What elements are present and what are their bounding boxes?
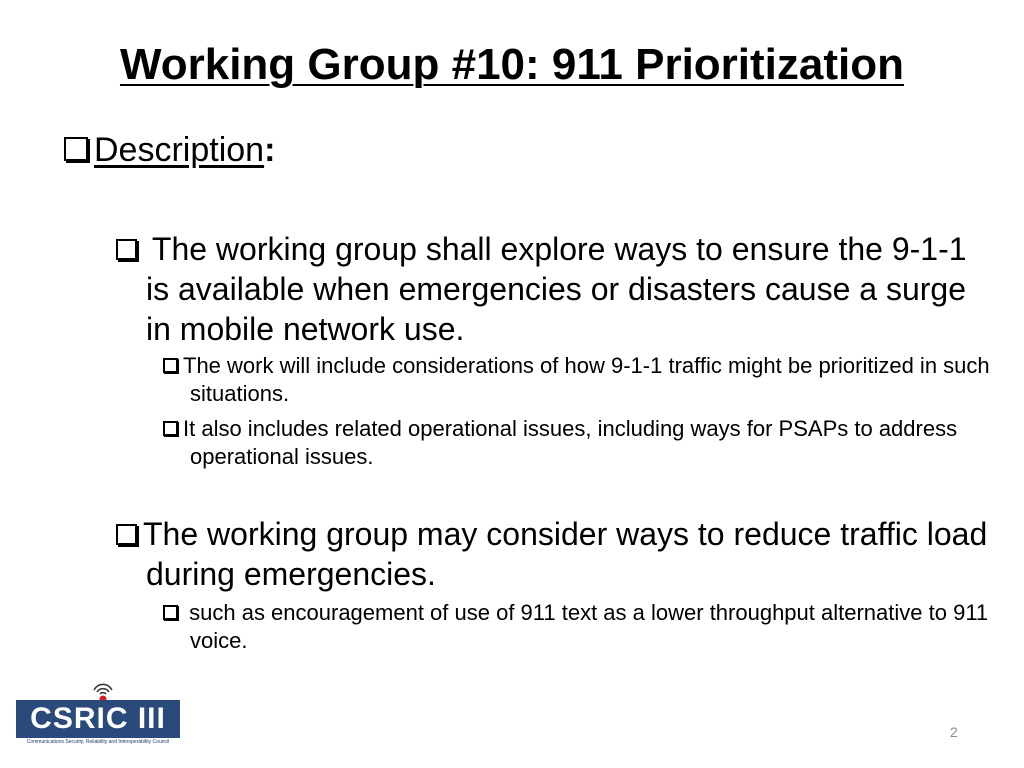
checkbox-bullet-icon <box>116 524 137 545</box>
bullet-text: The working group shall explore ways to ensure the 9-1-1 is available when emergencies or disasters cause a surge in mobile network use. <box>146 231 967 347</box>
checkbox-bullet-icon <box>163 358 178 373</box>
page-number: 2 <box>950 724 958 740</box>
checkbox-bullet-icon <box>116 239 137 260</box>
checkbox-bullet-icon <box>163 605 178 620</box>
csric-logo <box>16 682 180 748</box>
slide-title-text: Working Group #10: 911 Prioritization <box>119 40 904 89</box>
sub-bullet-item <box>163 599 1010 655</box>
sub-bullet-item <box>163 352 1010 408</box>
bullet-item <box>116 229 996 349</box>
description-label: Description <box>94 131 265 169</box>
logo-text: CSRIC III <box>30 702 166 735</box>
checkbox-bullet-icon <box>64 137 88 161</box>
sub-bullet-text: such as encouragement of use of 911 text as a lower throughput alternative to 911 voice. <box>189 600 989 653</box>
sub-bullet-text: It also includes related operational issues, including ways for PSAPs to address operational issues. <box>183 416 958 469</box>
sub-bullet-item <box>163 415 1010 471</box>
slide-title <box>0 40 1024 90</box>
description-heading <box>64 128 275 172</box>
logo-subtitle: Communications Security, Reliability and Interoperability Council <box>26 739 170 745</box>
bullet-item <box>116 514 996 594</box>
description-colon: : <box>264 131 276 169</box>
bullet-text: The working group may consider ways to reduce traffic load during emergencies. <box>143 516 988 592</box>
sub-bullet-text: The work will include considerations of how 9-1-1 traffic might be prioritized in such situations. <box>183 353 990 406</box>
checkbox-bullet-icon <box>163 421 178 436</box>
